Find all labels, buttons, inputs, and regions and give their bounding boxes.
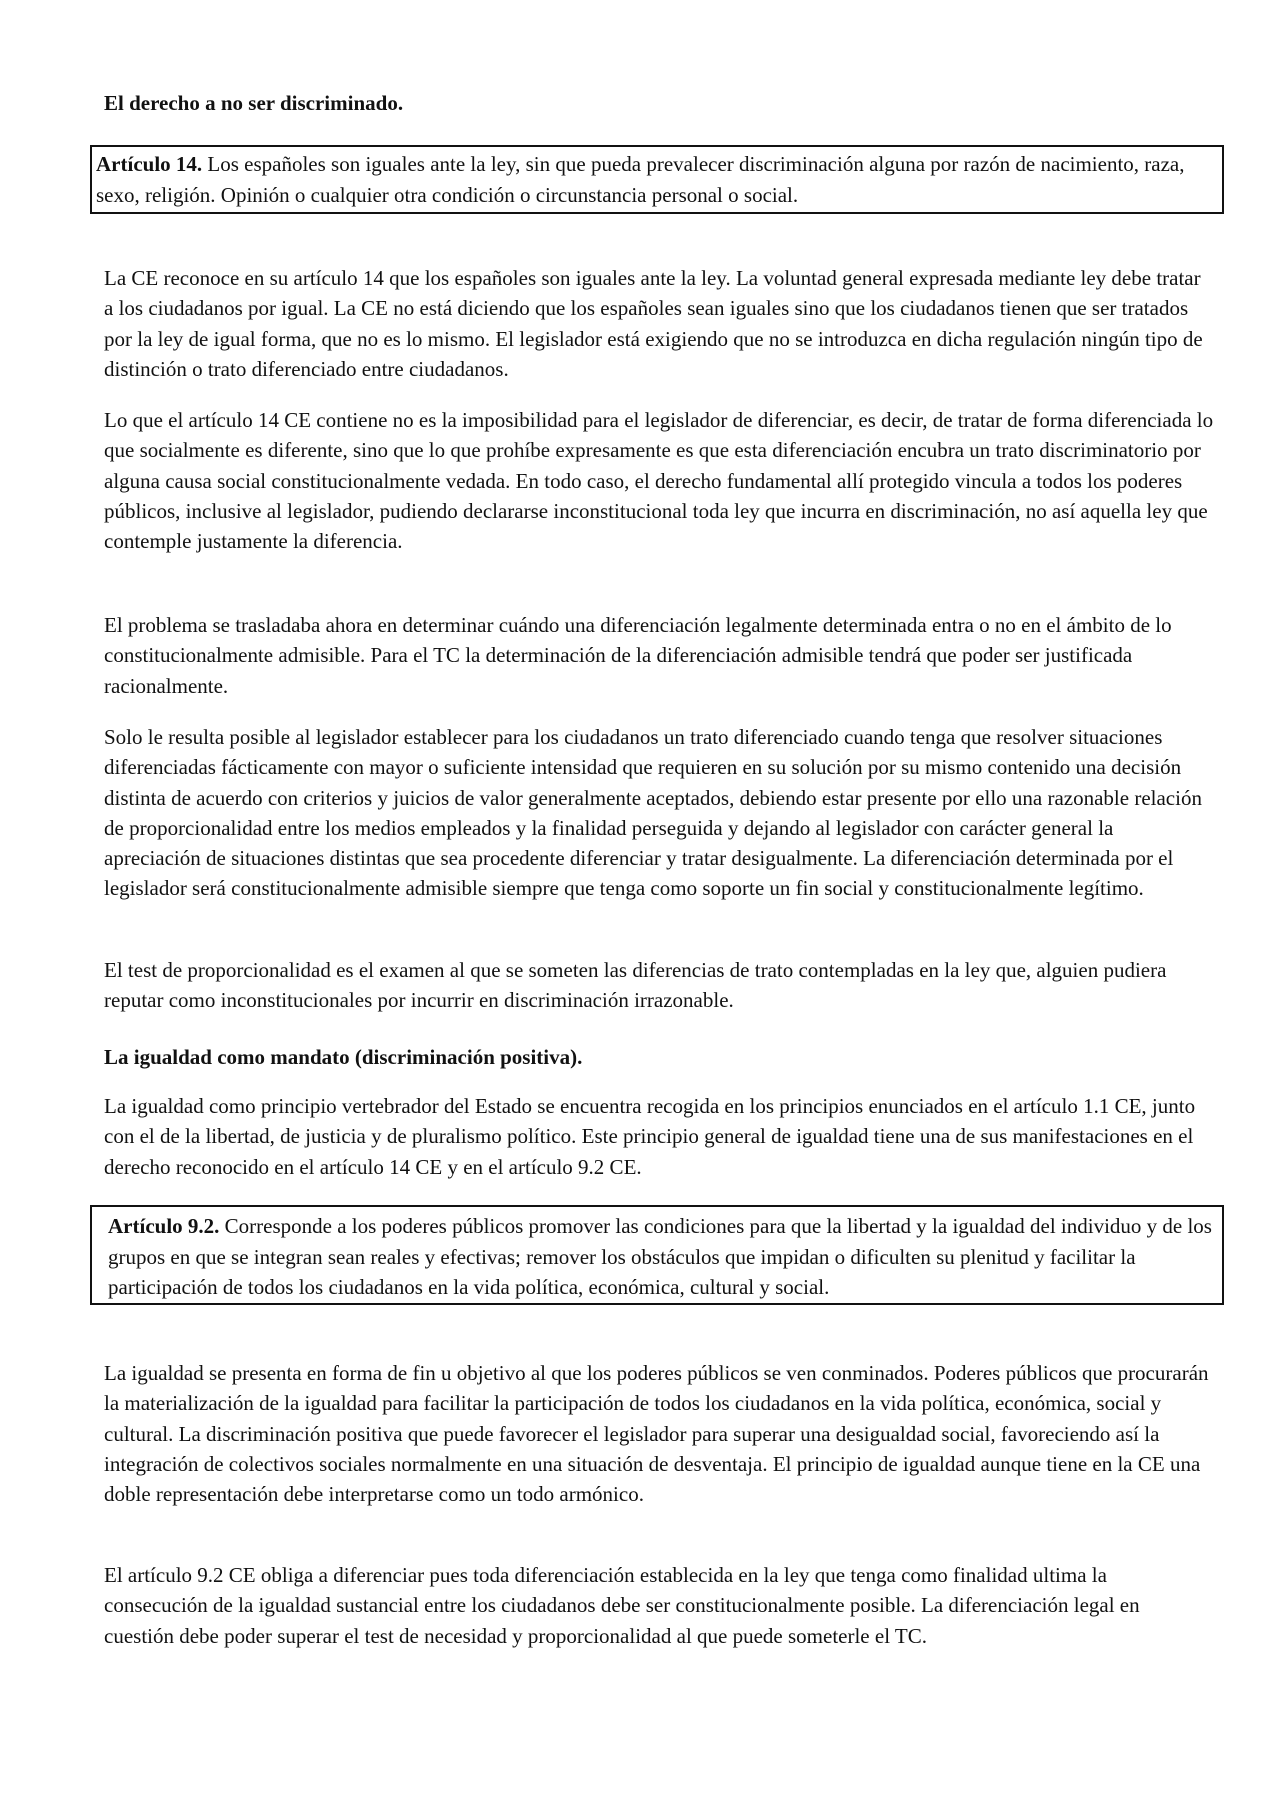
paragraph-intro-equality: La igualdad como principio vertebrador del Estado se encuentra recogida en los principios enunciados en el artículo 1.1 CE, junto con el de la libertad, de justicia y de pluralismo político. Este principio general de igualdad tiene una de sus manifestaciones en el derecho reconocido en el artículo 14 CE y en el artículo 9.2 CE. xyxy=(104,1094,1196,1179)
paragraph-4: Solo le resulta posible al legislador establecer para los ciudadanos un trato diferenciado cuando tenga que resolver situaciones diferenciadas fácticamente con mayor o suficiente intensidad que requieren en su solución por su mismo contenido una decisión distinta de acuerdo con criterios y juicios de valor generalmente aceptados, debiendo estar presente por ello una razonable relación de proporcionalidad entre los medios empleados y la finalidad perseguida y dejando al legislador con carácter general la apreciación de situaciones distintas que sea procedente diferenciar y tratar desigualmente. La diferenciación determinada por el legislador será constitucionalmente admisible siempre que tenga como soporte un fin social y constitucionalmente legítimo. xyxy=(104,725,1202,901)
article-14-label: Artículo 14. xyxy=(96,152,203,176)
section-heading-discrimination: El derecho a no ser discriminado. xyxy=(104,91,404,115)
paragraph-3: El problema se trasladaba ahora en determinar cuándo una diferenciación legalmente determinada entra o no en el ámbito de lo constitucionalmente admisible. Para el TC la determinación de la diferenciación admisible tendrá que poder ser justificada racionalmente. xyxy=(104,613,1172,698)
paragraph-5: El test de proporcionalidad es el examen al que se someten las diferencias de trato contempladas en la ley que, alguien pudiera reputar como inconstitucionales por incurrir en discriminación irrazonable. xyxy=(104,958,1167,1013)
section-heading-positive-discrimination: La igualdad como mandato (discriminación positiva). xyxy=(104,1045,583,1069)
paragraph-1: La CE reconoce en su artículo 14 que los españoles son iguales ante la ley. La voluntad general expresada mediante ley debe tratar a los ciudadanos por igual. La CE no está diciendo que los españoles sean iguales sino que los ciudadanos tienen que ser tratados por la ley de igual forma, que no es lo mismo. El legislador está exigiendo que no se introduzca en dicha regulación ningún tipo de distinción o trato diferenciado entre ciudadanos. xyxy=(104,266,1203,381)
article-9-2-box xyxy=(90,1205,1224,1305)
paragraph-2: Lo que el artículo 14 CE contiene no es la imposibilidad para el legislador de diferenciar, es decir, de tratar de forma diferenciada lo que socialmente es diferente, sino que lo que prohíbe expresamente es que esta diferenciación encubra un trato discriminatorio por alguna causa social constitucionalmente vedada. En todo caso, el derecho fundamental allí protegido vincula a todos los poderes públicos, inclusive al legislador, pudiendo declararse inconstitucional toda ley que incurra en discriminación, no así aquella ley que contemple justamente la diferencia. xyxy=(104,408,1214,554)
paragraph-7: El artículo 9.2 CE obliga a diferenciar pues toda diferenciación establecida en la ley que tenga como finalidad ultima la consecución de la igualdad sustancial entre los ciudadanos debe ser constitucionalmente posible. La diferenciación legal en cuestión debe poder superar el test de necesidad y proporcionalidad al que puede someterle el TC. xyxy=(104,1563,1140,1648)
paragraph-6: La igualdad se presenta en forma de fin u objetivo al que los poderes públicos se ven conminados. Poderes públicos que procurarán la materialización de la igualdad para facilitar la participación de todos los ciudadanos en la vida política, económica, social y cultural. La discriminación positiva que puede favorecer el legislador para superar una desigualdad social, favoreciendo así la integración de colectivos sociales normalmente en una situación de desventaja. El principio de igualdad aunque tiene en la CE una doble representación debe interpretarse como un todo armónico. xyxy=(104,1361,1209,1507)
article-14-box xyxy=(90,145,1224,214)
article-9-2-label: Artículo 9.2. xyxy=(108,1214,220,1238)
article-14-text: Los españoles son iguales ante la ley, sin que pueda prevalecer discriminación alguna por razón de nacimiento, raza, sexo, religión. Opinión o cualquier otra condición o circunstancia personal o social. xyxy=(96,152,1185,207)
article-9-2-text: Corresponde a los poderes públicos promover las condiciones para que la libertad y la igualdad del individuo y de los grupos en que se integran sean reales y efectivas; remover los obstáculos que impidan o dificulten su plenitud y facilitar la participación de todos los ciudadanos en la vida política, económica, cultural y social. xyxy=(108,1214,1212,1299)
